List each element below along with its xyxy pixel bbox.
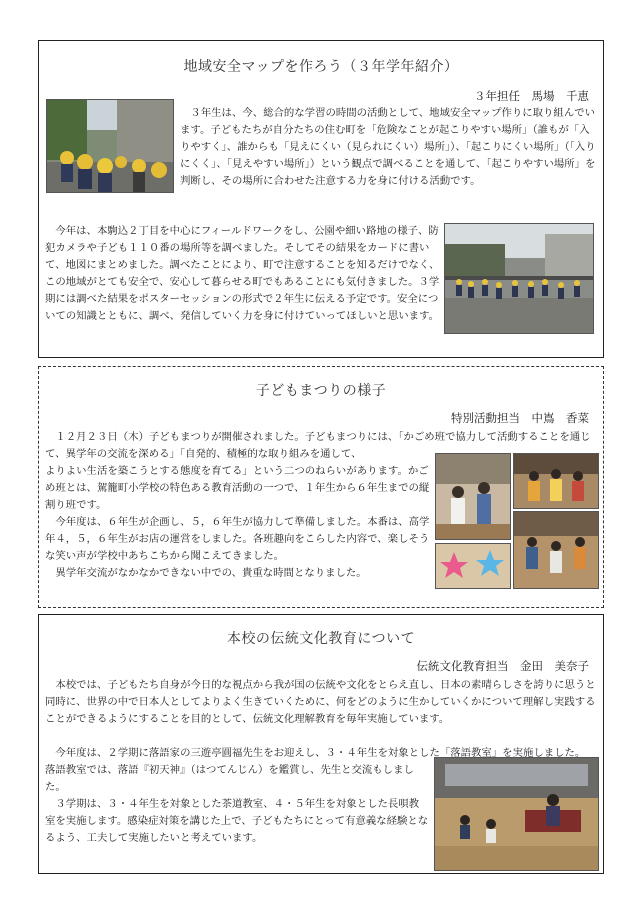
photo-rakugo-class — [434, 757, 599, 871]
paragraph: ３年生は、今、総合的な学習の時間の活動として、地域安全マップ作りに取り組んでいます。子どもたちが自分たちの住む町を「危険なことが起こりやすい場所」（誰もが「入りやすく」、誰からも「見えにくい（見られにくい）場所」）、「起こりにくい場所」（「入りにくく」、「見えやすい場所」）という観点で調べることを通して、「起こりやすい場所」を判断し、その場所に合わせた注意する力を身に付ける活動です。 — [180, 107, 596, 187]
paragraph-cont-text: よりよい生活を築こうとする態度を育てる」という二つのねらいがあります。かごめ班とは、駕籠町小学校の特色ある教育活動の一つで、１年生から６年生までの縦割り班です。 — [45, 465, 430, 511]
photo-festival-4 — [513, 511, 599, 589]
paragraph: 今年度は、２学期に落語家の三遊亭圓福先生をお迎えし、３・４年生を対象とした「落語教室」を実施しました。 — [55, 747, 586, 759]
paragraph: 本校では、子どもたち自身が今日的な視点から我が国の伝統や文化をとらえ直し、日本の素晴らしさを誇りに思うと同時に、世界の中で日本人としてよりよく生きていくために、何をどのように生かしていくかについて理解し実践することができるようにすることを目的として、伝統文化理解教育を毎年実施しています。 — [45, 679, 596, 725]
photo-fieldwork-park — [444, 223, 594, 334]
photo-students-walking — [46, 99, 174, 193]
photo-festival-2 — [513, 453, 599, 509]
section-title: 本校の伝統文化教育について — [226, 631, 416, 647]
paragraph: 今年は、本駒込２丁目を中心にフィールドワークをし、公園や細い路地の様子、防犯カメラや子ども１１０番の場所等を調べました。そしてその結果をカードに書いて、地図にまとめました。調べたことにより、町で注意することを知るだけでなく、この地域がとても安全で、安心して暮らせる町でもあることにも気付きました。３学期には調べた結果をポスターセッションの形式で２年生に伝える予定です。安全についての知識とともに、調べ、発信していく力を身に付けていってほしいと思います。 — [45, 225, 440, 322]
section-safety-map — [38, 40, 604, 358]
paragraph: １２月２３日（木）子どもまつりが開催されました。子どもまつりには、「かごめ班で協力して活動することを通じて、異学年の交流を深める」「自発的、積極的な取り組みを通して、 — [45, 431, 591, 460]
section-traditional-culture — [38, 614, 604, 874]
photo-festival-1 — [435, 453, 511, 540]
section-title: 子どもまつりの様子 — [255, 383, 387, 399]
paragraph-continued — [45, 463, 437, 582]
section-title: 地域安全マップを作ろう（３年学年紹介） — [183, 59, 459, 75]
author-line: 伝統文化教育担当 金田 美奈子 — [416, 659, 589, 673]
section-kodomo-matsuri — [38, 366, 604, 608]
paragraph-continued: 落語教室では、落語『初天神』（はつてんじん）を鑑賞し、先生と交流もしました。 — [45, 764, 414, 793]
photo-festival-3 — [435, 543, 511, 589]
paragraph: 今年度は、６年生が企画し、５，６年生が協力して準備しました。本番は、高学年４，５，６年生がお店の運営をしました。各班趣向をこらした内容で、楽しそうな笑い声が学校中あちこちから聞こえてきました。 — [45, 516, 430, 562]
paragraph: 異学年交流がなかなかできない中での、貴重な時間となりました。 — [55, 567, 367, 579]
paragraph: ３学期は、３・４年生を対象とした茶道教室、４・５年生を対象とした長唄教室を実施します。感染症対策を講じた上で、子どもたちにとって有意義な経験となるよう、工夫して実施したいと考えています。 — [45, 798, 429, 844]
author-line: ３年担任 馬場 千恵 — [474, 89, 589, 103]
author-line: 特別活動担当 中嶌 香菜 — [451, 411, 589, 425]
